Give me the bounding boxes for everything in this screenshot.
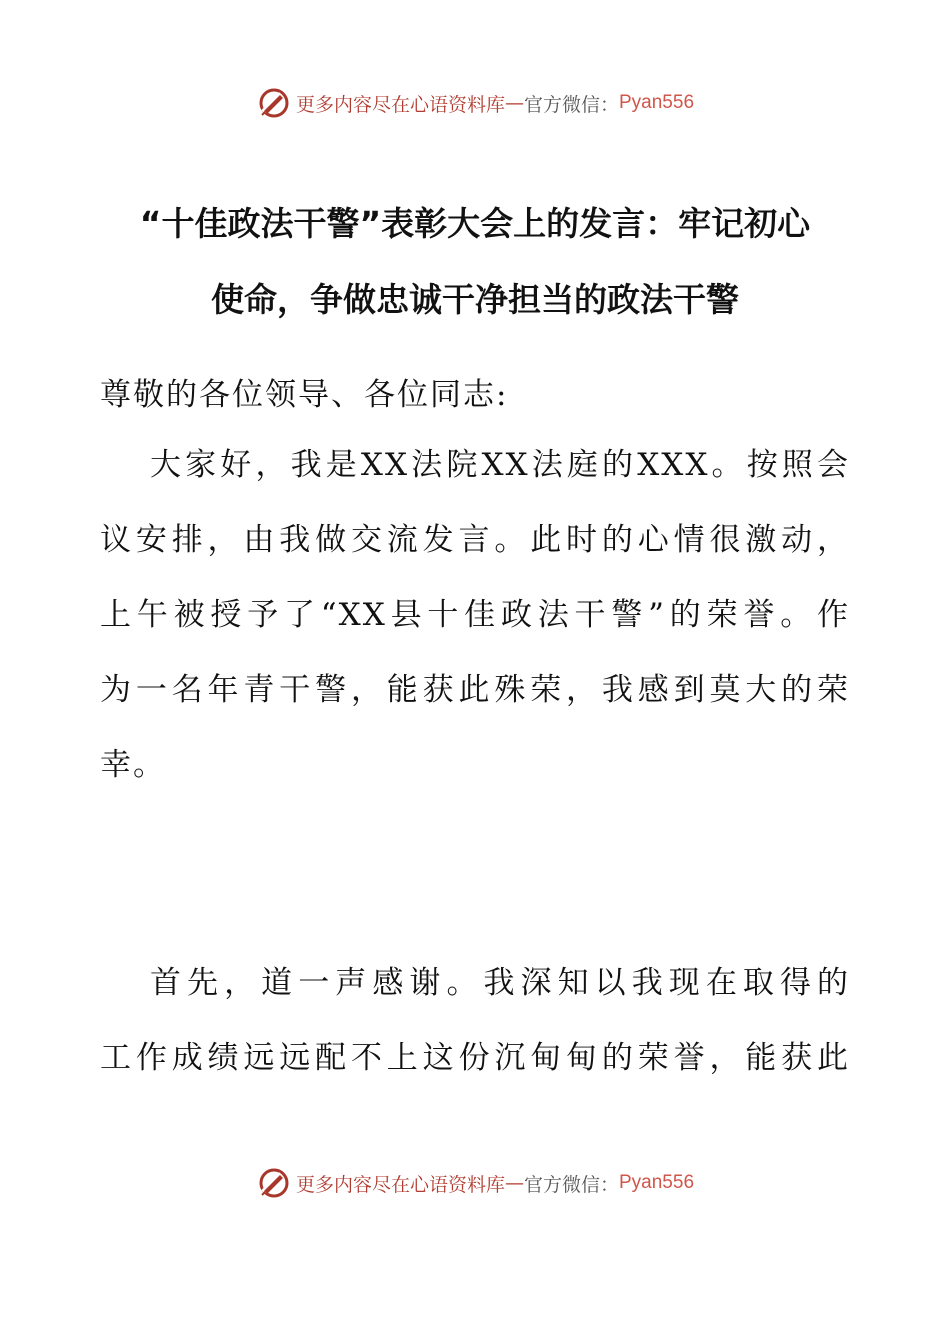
banner-dash: — xyxy=(504,92,524,114)
pen-swirl-logo-icon xyxy=(256,85,292,121)
document-title-line-1: “十佳政法干警”表彰大会上的发言：牢记初心 xyxy=(139,204,811,243)
paragraph-2-line-1: 首先，道一声感谢。我深知以我现在取得的 xyxy=(150,965,850,1001)
banner-wechat-label: 官方微信： xyxy=(523,93,619,116)
banner-library-text: 更多内容尽在心语资料库 xyxy=(295,93,505,116)
banner-wechat-id: Pyan556 xyxy=(619,92,695,113)
paragraph-2-line-2: 工作成绩远远配不上这份沉甸甸的荣誉，能获此 xyxy=(100,1040,850,1076)
paragraph-1-line-5: 幸。 xyxy=(100,747,166,783)
paragraph-1-line-4: 为一名年青干警，能获此殊荣，我感到莫大的荣 xyxy=(100,672,850,708)
paragraph-1-line-3: 上午被授予了“XX县十佳政法干警”的荣誉。作 xyxy=(100,597,850,633)
salutation: 尊敬的各位领导、各位同志: xyxy=(100,377,509,413)
footer-dash: — xyxy=(504,1172,524,1194)
paragraph-1-line-2: 议安排，由我做交流发言。此时的心情很激动， xyxy=(100,522,850,558)
document-title-line-2: 使命，争做忠诚干净担当的政法干警 xyxy=(211,280,739,319)
pen-swirl-logo-icon xyxy=(256,1165,292,1201)
footer-wechat-label: 官方微信： xyxy=(523,1173,619,1196)
header-banner xyxy=(0,83,950,123)
footer-library-text: 更多内容尽在心语资料库 xyxy=(295,1173,505,1196)
footer-wechat-id: Pyan556 xyxy=(619,1172,695,1193)
paragraph-1-line-1: 大家好，我是XX法院XX法庭的XXX。按照会 xyxy=(150,447,850,483)
footer-banner xyxy=(0,1163,950,1203)
